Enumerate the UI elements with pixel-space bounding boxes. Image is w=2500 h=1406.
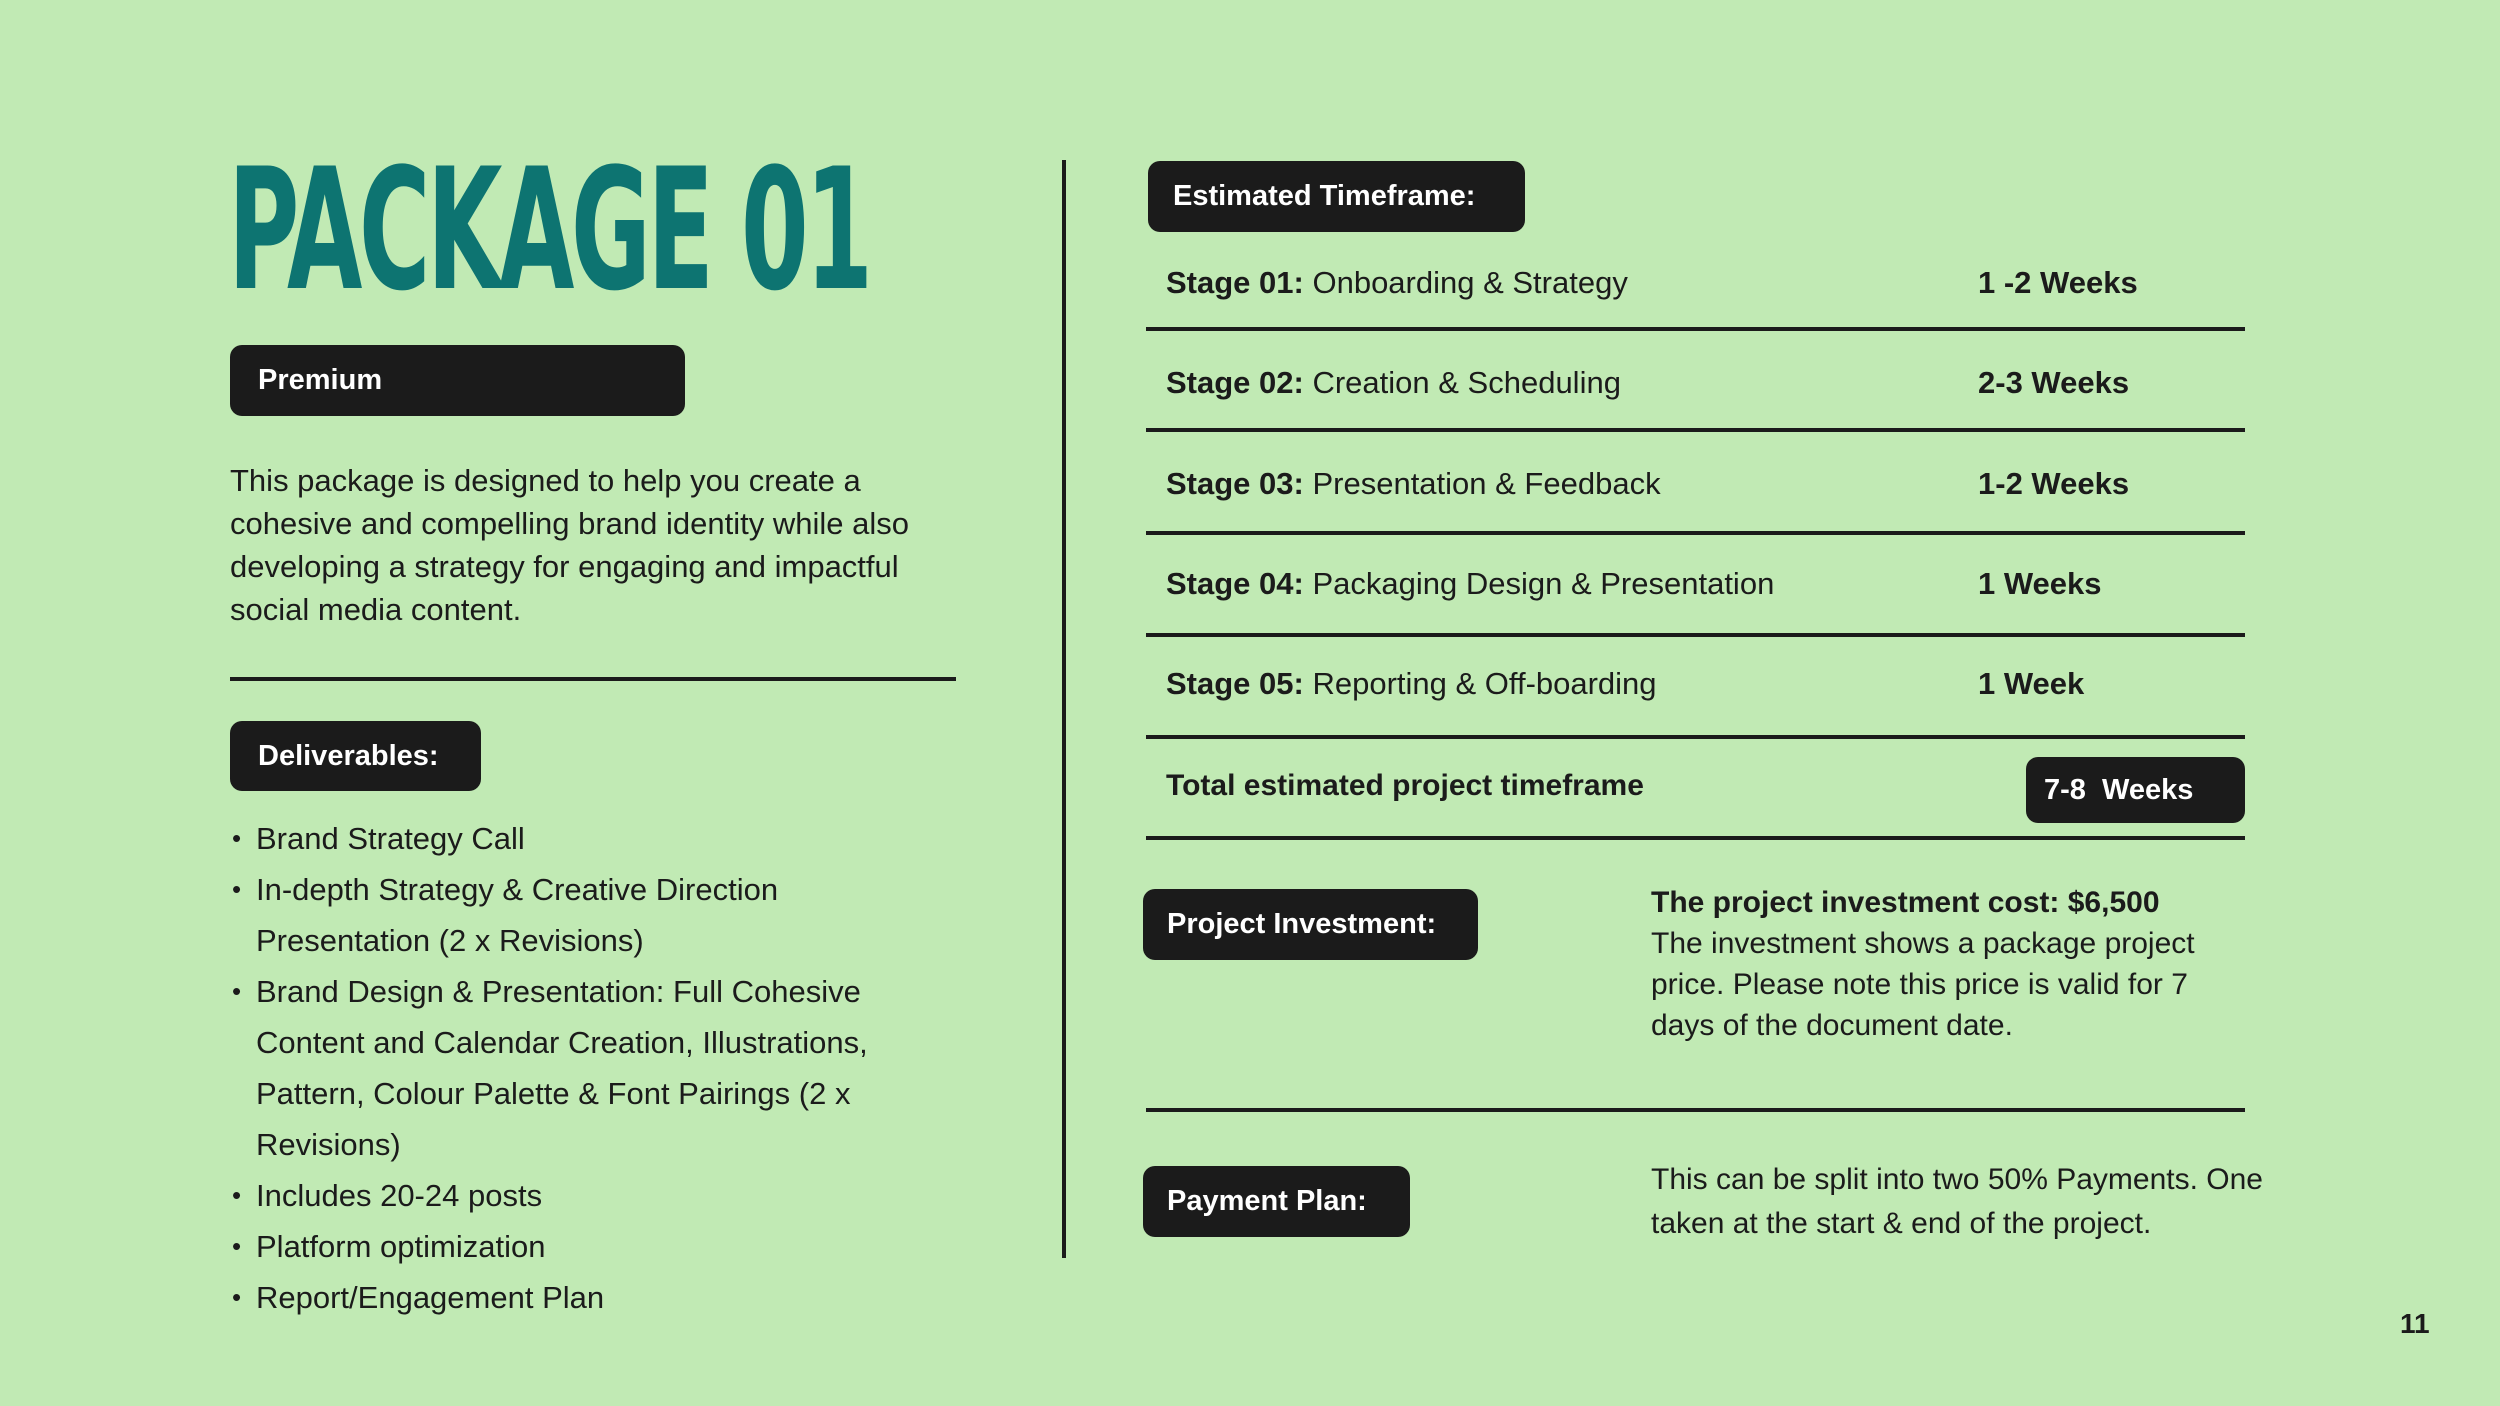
page-title: PACKAGE 01 — [228, 132, 870, 328]
deliverables-list — [230, 813, 930, 1323]
table-row — [1166, 651, 2176, 717]
stage-name: Onboarding & Strategy — [1312, 265, 1628, 300]
divider — [1146, 836, 2245, 840]
divider — [1146, 327, 2245, 331]
stage-duration: 2-3 Weeks — [1978, 365, 2130, 400]
investment-cost: The project investment cost: $6,500 — [1651, 886, 2160, 919]
package-tier-badge — [230, 345, 685, 416]
stage-name: Presentation & Feedback — [1312, 466, 1661, 501]
stage-number: Stage 01: — [1166, 265, 1304, 300]
stage-cell — [1166, 365, 1621, 401]
list-item: • Brand Strategy Call — [230, 813, 930, 864]
divider — [1146, 735, 2245, 739]
divider — [1146, 1108, 2245, 1112]
stage-duration: 1 -2 Weeks — [1978, 265, 2138, 300]
package-description: This package is designed to help you create a cohesive and compelling brand identity while also developing a strategy for engaging and impactful social media content. — [230, 463, 909, 627]
stage-name: Reporting & Off-boarding — [1312, 666, 1657, 701]
list-item: • Report/Engagement Plan — [230, 1272, 930, 1323]
divider — [1146, 428, 2245, 432]
table-row — [1166, 551, 2176, 617]
stage-number: Stage 05: — [1166, 666, 1304, 701]
column-divider — [1062, 160, 1066, 1258]
stage-number: Stage 02: — [1166, 365, 1304, 400]
stage-cell — [1166, 666, 1657, 702]
stage-cell — [1166, 566, 1774, 602]
payment-badge — [1143, 1166, 1410, 1237]
total-timeframe-label: Total estimated project timeframe — [1166, 769, 1644, 802]
stage-duration: 1-2 Weeks — [1978, 466, 2130, 501]
stage-cell — [1166, 466, 1661, 502]
investment-label: Project Investment: — [1167, 908, 1437, 940]
table-row — [1166, 250, 2176, 316]
deliverables-label: Deliverables: — [258, 739, 439, 772]
stage-number: Stage 04: — [1166, 566, 1304, 601]
list-item: • Includes 20-24 posts — [230, 1170, 930, 1221]
stage-cell — [1166, 265, 1628, 301]
stage-number: Stage 03: — [1166, 466, 1304, 501]
list-item: • In-depth Strategy & Creative Direction Presentation (2 x Revisions) — [230, 864, 930, 966]
list-item: • Brand Design & Presentation: Full Cohesive Content and Calendar Creation, Illustrations, Pattern, Colour Palette & Font Pairings (2 x Revisions) — [230, 966, 930, 1170]
payment-text: This can be split into two 50% Payments. One taken at the start & end of the project. — [1651, 1163, 2263, 1240]
investment-details — [1651, 882, 2221, 1046]
divider — [1146, 633, 2245, 637]
investment-badge — [1143, 889, 1478, 960]
investment-note: The investment shows a package project price. Please note this price is valid for 7 days of the document date. — [1651, 927, 2195, 1042]
total-timeframe-value: 7-8 Weeks — [2044, 773, 2194, 806]
divider — [230, 677, 956, 681]
stage-duration: 1 Weeks — [1978, 566, 2102, 601]
package-tier-label: Premium — [258, 364, 383, 396]
stage-duration: 1 Week — [1978, 666, 2085, 701]
total-timeframe-badge — [2026, 757, 2245, 823]
divider — [1146, 531, 2245, 535]
timeframe-badge — [1148, 161, 1525, 232]
timeframe-label: Estimated Timeframe: — [1173, 180, 1476, 212]
payment-label: Payment Plan: — [1167, 1185, 1367, 1217]
table-row — [1166, 451, 2176, 517]
stage-name: Creation & Scheduling — [1312, 365, 1621, 400]
deliverables-badge — [230, 721, 481, 791]
list-item: • Platform optimization — [230, 1221, 930, 1272]
page-number: 11 — [2400, 1308, 2430, 1339]
stage-name: Packaging Design & Presentation — [1312, 566, 1775, 601]
table-row — [1166, 350, 2176, 416]
